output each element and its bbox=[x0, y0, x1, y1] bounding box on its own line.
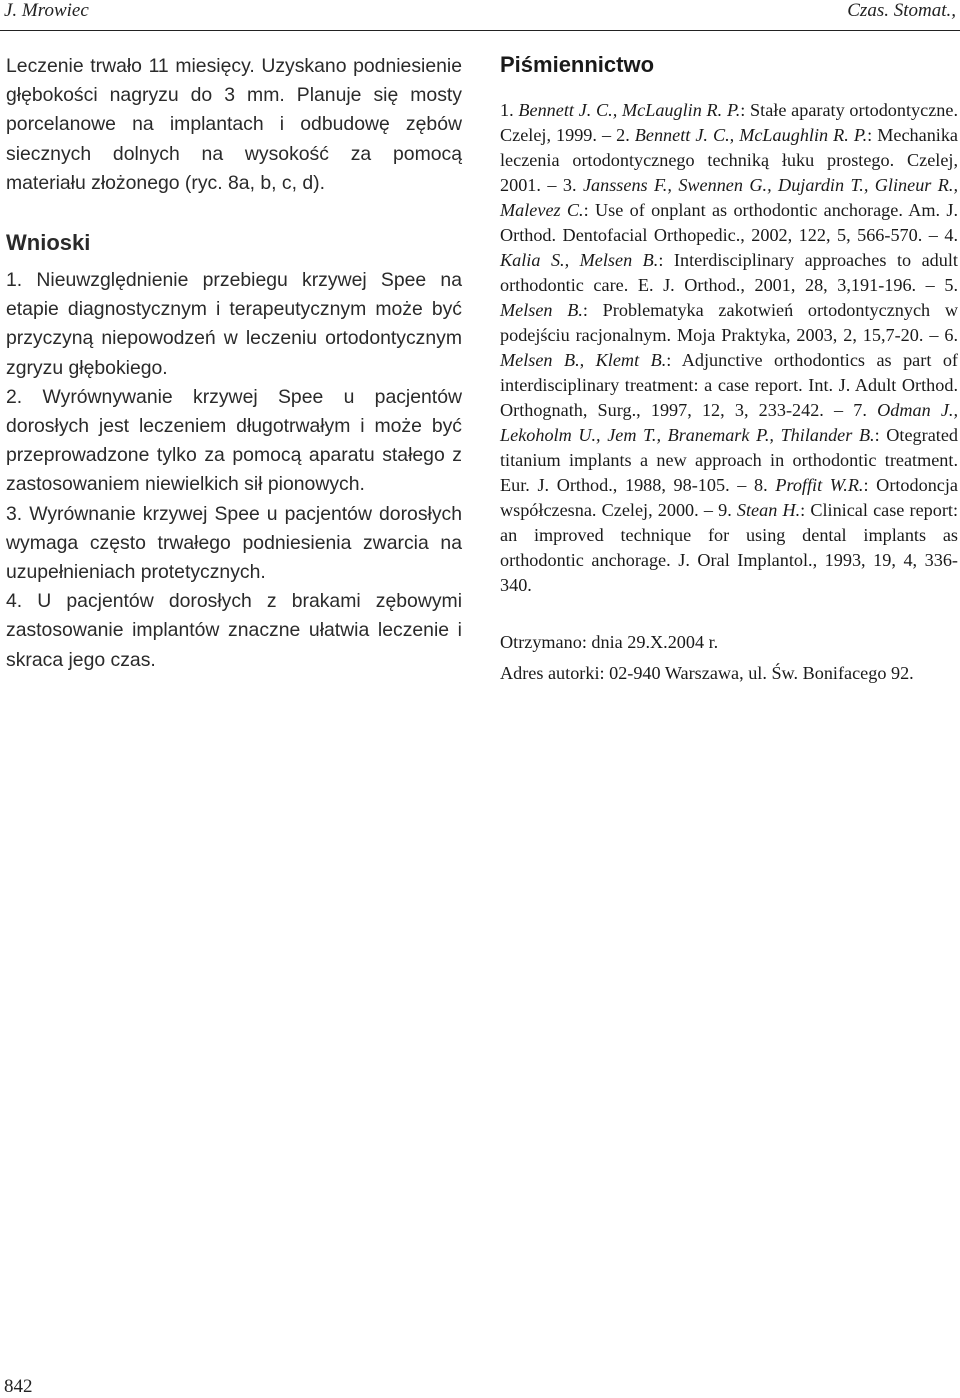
reference-number: 1. bbox=[500, 100, 514, 120]
reference-details: : Clinical case report: an improved technique for using dental implants as orthodontic anchorage. J. Oral Implantol., 1993, 19, 4, 336-340. bbox=[500, 500, 959, 595]
reference-details: : Interdisciplinary approaches to adult orthodontic care. E. J. Orthod., 2001, 28, 3,191-196. bbox=[500, 250, 958, 295]
reference-details: : Ortodoncja współczesna. Czelej, 2000. bbox=[500, 475, 959, 520]
reference-authors: Kalia S., Melsen B. bbox=[500, 250, 659, 270]
reference-authors: Odman J., Lekoholm U., Jem T., Branemark P., Thilander B. bbox=[500, 400, 959, 445]
conclusion-item: 3. Wyrównanie krzywej Spee u pacjentów dorosłych wymaga często trwałego podniesienia zwarcia na uzupełnieniach protetycznych. bbox=[6, 502, 462, 584]
reference-details: : Adjunctive orthodontics as part of interdisciplinary treatment: a case report. Int. J. Adult Orthod. Orthognath, Surg., 1997, 12, 3, 233-242. bbox=[500, 350, 958, 420]
conclusion-item: 2. Wyrównywanie krzywej Spee u pacjentów dorosłych jest leczeniem długotrwałym i może być przeprowadzone tylko za pomocą aparatu stałego z zastosowaniem niewielkich sił pionowych. bbox=[6, 385, 462, 496]
running-header-journal: Czas. Stomat., bbox=[847, 0, 956, 21]
reference-authors: Bennett J. C., McLaughlin R. P. bbox=[634, 125, 868, 145]
author-address: Adres autorki: 02-940 Warszawa, ul. Św. Bonifacego 92. bbox=[500, 663, 914, 683]
references-heading: Piśmiennictwo bbox=[500, 52, 655, 77]
reference-number: 7. bbox=[853, 400, 867, 420]
conclusion-item: 1. Nieuwzględnienie przebiegu krzywej Spee na etapie diagnostycznym i terapeutycznym może być przyczyną niepowodzeń w leczeniu ortodontycznym zgryzu głębokiego. bbox=[6, 269, 462, 379]
right-column bbox=[500, 52, 958, 686]
received-date: Otrzymano: dnia 29.X.2004 r. bbox=[500, 632, 719, 652]
reference-authors: Janssens F., Swennen G., Dujardin T., Glineur R., Malevez C. bbox=[500, 175, 959, 220]
reference-number: 9. bbox=[718, 500, 732, 520]
reference-details: : Stałe aparaty ortodontyczne. Czelej, 1999. bbox=[500, 100, 958, 145]
reference-details: : Otegrated titanium implants a new approach in orthodontic treatment. Eur. J. Orthod., 1988, 98-105. bbox=[500, 425, 958, 495]
reference-authors: Proffit W.R. bbox=[775, 475, 864, 495]
left-column bbox=[6, 52, 462, 675]
reference-authors: Bennett J. C., McLauglin R. P. bbox=[518, 100, 741, 120]
reference-authors: Melsen B. bbox=[500, 300, 583, 320]
reference-number: 6. bbox=[944, 325, 958, 345]
reference-details: : Use of onplant as orthodontic anchorage. Am. J. Orthod. Dentofacial Orthopedic., 2002, 122, 5, 566-570. bbox=[500, 200, 958, 245]
header-divider bbox=[0, 30, 960, 31]
conclusion-item: 4. U pacjentów dorosłych z brakami zębowymi zastosowanie implantów znaczne ułatwia leczenie i skraca jego czas. bbox=[6, 590, 462, 671]
reference-number: 2. bbox=[616, 125, 630, 145]
reference-number: 8. bbox=[754, 475, 768, 495]
running-header-author: J. Mrowiec bbox=[4, 0, 89, 21]
reference-details: : Mechanika leczenia ortodontycznego techniką łuku prostego. Czelej, 2001. bbox=[500, 125, 959, 195]
reference-authors: Melsen B., Klemt B. bbox=[500, 350, 667, 370]
reference-number: 3. bbox=[562, 175, 577, 195]
reference-authors: Stean H. bbox=[736, 500, 801, 520]
reference-list: 1. Bennett J. C., McLauglin R. P.: Stałe aparaty ortodontyczne. Czelej, 1999. – 2. Bennett J. C., McLaughlin R. P.: Mechanika leczenia ortodontycznego techniką łuku prostego. Czelej, 2001. – 3. Janssens F., Swennen G., Dujardin T., Glineur R., Malevez C.: Use of onplant as orthodontic anchorage. Am. J. Orthod. Dentofacial Orthopedic., 2002, 122, 5, 566-570. – 4. Kalia S., Melsen B.: Interdisciplinary approaches to adult orthodontic care. E. J. Orthod., 2001, 28, 3,191-196. – 5. Melsen B.: Problematyka zakotwień ortodontycznych w podejściu racjonalnym. Moja Praktyka, 2003, 2, 15,7-20. – 6. Melsen B., Klemt B.: Adjunctive orthodontics as part of interdisciplinary treatment: a case report. Int. J. Adult Orthod. Orthognath, Surg., 1997, 12, 3, 233-242. – 7. Odman J., Lekoholm U., Jem T., Branemark P., Thilander B.: Otegrated titanium implants a new approach in orthodontic treatment. Eur. J. Orthod., 1988, 98-105. – 8. Proffit W.R.: Ortodoncja współczesna. Czelej, 2000. – 9. Stean H.: Clinical case report: an improved technique for using dental implants as orthodontic anchorage. J. Oral Implantol., 1993, 19, 4, 336-340. bbox=[500, 100, 959, 595]
page-number: 842 bbox=[4, 1376, 33, 1397]
reference-number: 4. bbox=[944, 225, 959, 245]
reference-number: 5. bbox=[944, 275, 958, 295]
intro-paragraph: Leczenie trwało 11 miesięcy. Uzyskano podniesienie głębokości nagryzu do 3 mm. Planuje się mosty porcelanowe na implantach i odbudowę zębów siecznych dolnych na wysokość za pomocą materiału złożonego (ryc. 8a, b, c, d). bbox=[6, 55, 462, 194]
reference-details: : Problematyka zakotwień ortodontycznych w podejściu racjonalnym. Moja Praktyka, 2003, 2, 15,7-20. bbox=[500, 300, 958, 345]
conclusions-heading: Wnioski bbox=[6, 230, 91, 256]
